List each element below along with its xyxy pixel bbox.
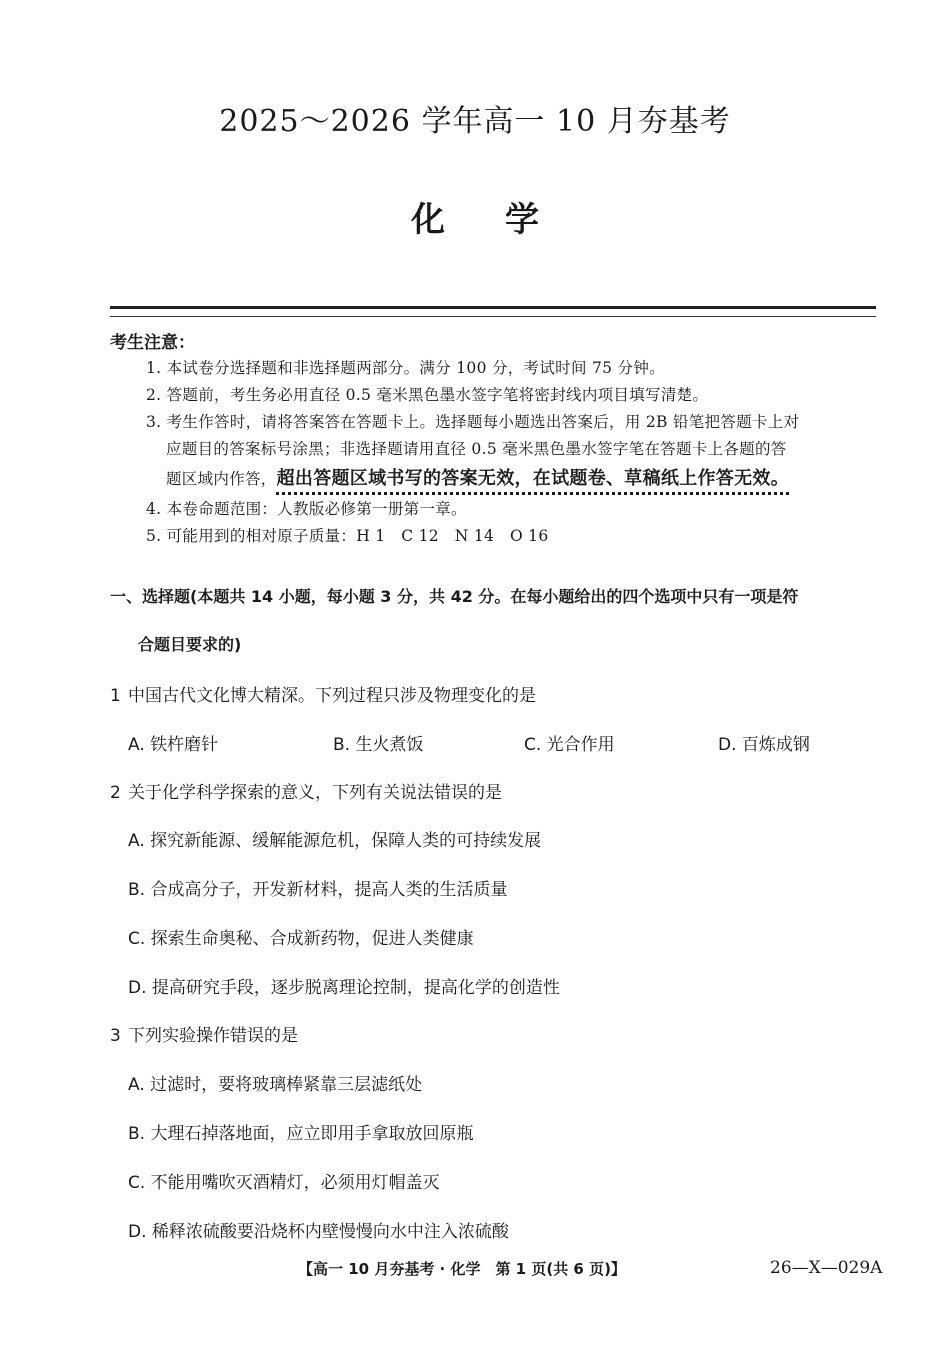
notice-item: 1. 本试卷分选择题和非选择题两部分。满分 100 分，考试时间 75 分钟。: [146, 359, 665, 377]
question-number: 1: [110, 686, 121, 706]
notice-item: 应题目的答案标号涂黑；非选择题请用直径 0.5 毫米黑色墨水签字笔在答题卡上各题的答: [166, 440, 787, 458]
option-b: B. 大理石掉落地面，应立即用手拿取放回原瓶: [128, 1124, 474, 1144]
option-c: C. 探索生命奥秘、合成新药物，促进人类健康: [128, 929, 474, 949]
question-3: [110, 1021, 298, 1046]
option-d: D. 提高研究手段，逐步脱离理论控制，提高化学的创造性: [128, 978, 560, 998]
notice-item-text: 题区域内作答，: [166, 470, 277, 488]
option-d: D. 百炼成钢: [718, 735, 810, 755]
question-2: [110, 778, 502, 803]
exam-title: 2025～2026 学年高一 10 月夯基考: [219, 104, 731, 139]
page-footer-code: 26—X—029A: [770, 1258, 883, 1278]
option-c: C. 不能用嘴吹灭酒精灯，必须用灯帽盖灭: [128, 1173, 440, 1193]
question-stem: 关于化学科学探索的意义，下列有关说法错误的是: [128, 783, 502, 803]
option-a: A. 探究新能源、缓解能源危机，保障人类的可持续发展: [128, 831, 542, 851]
notice-heading: 考生注意：: [110, 333, 195, 353]
option-b: B. 生火煮饭: [333, 735, 424, 755]
question-stem: 下列实验操作错误的是: [128, 1026, 298, 1046]
question-stem: 中国古代文化博大精深。下列过程只涉及物理变化的是: [128, 686, 536, 706]
notice-item: 2. 答题前，考生务必用直径 0.5 毫米黑色墨水签字笔将密封线内项目填写清楚。: [146, 386, 709, 404]
option-a: A. 铁杵磨针: [128, 735, 219, 755]
section-heading: 一、选择题(本题共 14 小题，每小题 3 分，共 42 分。在每小题给出的四个选项中只有一项是符: [110, 587, 799, 606]
page-footer-label: 【高一 10 月夯基考 · 化学 第 1 页(共 6 页)】: [298, 1260, 626, 1278]
notice-item: 5. 可能用到的相对原子质量：H 1 C 12 N 14 O 16: [146, 527, 549, 545]
question-number: 2: [110, 783, 121, 803]
notice-emphasis: 超出答题区域书写的答案无效，在试题卷、草稿纸上作答无效。: [276, 468, 790, 489]
question-number: 3: [110, 1026, 121, 1046]
header-divider-thin: [110, 316, 876, 317]
notice-item: 4. 本卷命题范围：人教版必修第一册第一章。: [146, 500, 467, 518]
question-1: [110, 681, 536, 706]
section-heading-cont: 合题目要求的): [138, 635, 242, 654]
notice-item: [166, 464, 789, 490]
option-a: A. 过滤时，要将玻璃棒紧靠三层滤纸处: [128, 1075, 423, 1095]
subject-title: 化学: [411, 200, 599, 240]
option-c: C. 光合作用: [524, 735, 615, 755]
header-divider-thick: [110, 306, 876, 309]
option-d: D. 稀释浓硫酸要沿烧杯内壁慢慢向水中注入浓硫酸: [128, 1222, 509, 1242]
notice-item: 3. 考生作答时，请将答案答在答题卡上。选择题每小题选出答案后，用 2B 铅笔把答题卡上对: [146, 413, 800, 431]
option-b: B. 合成高分子，开发新材料，提高人类的生活质量: [128, 880, 508, 900]
